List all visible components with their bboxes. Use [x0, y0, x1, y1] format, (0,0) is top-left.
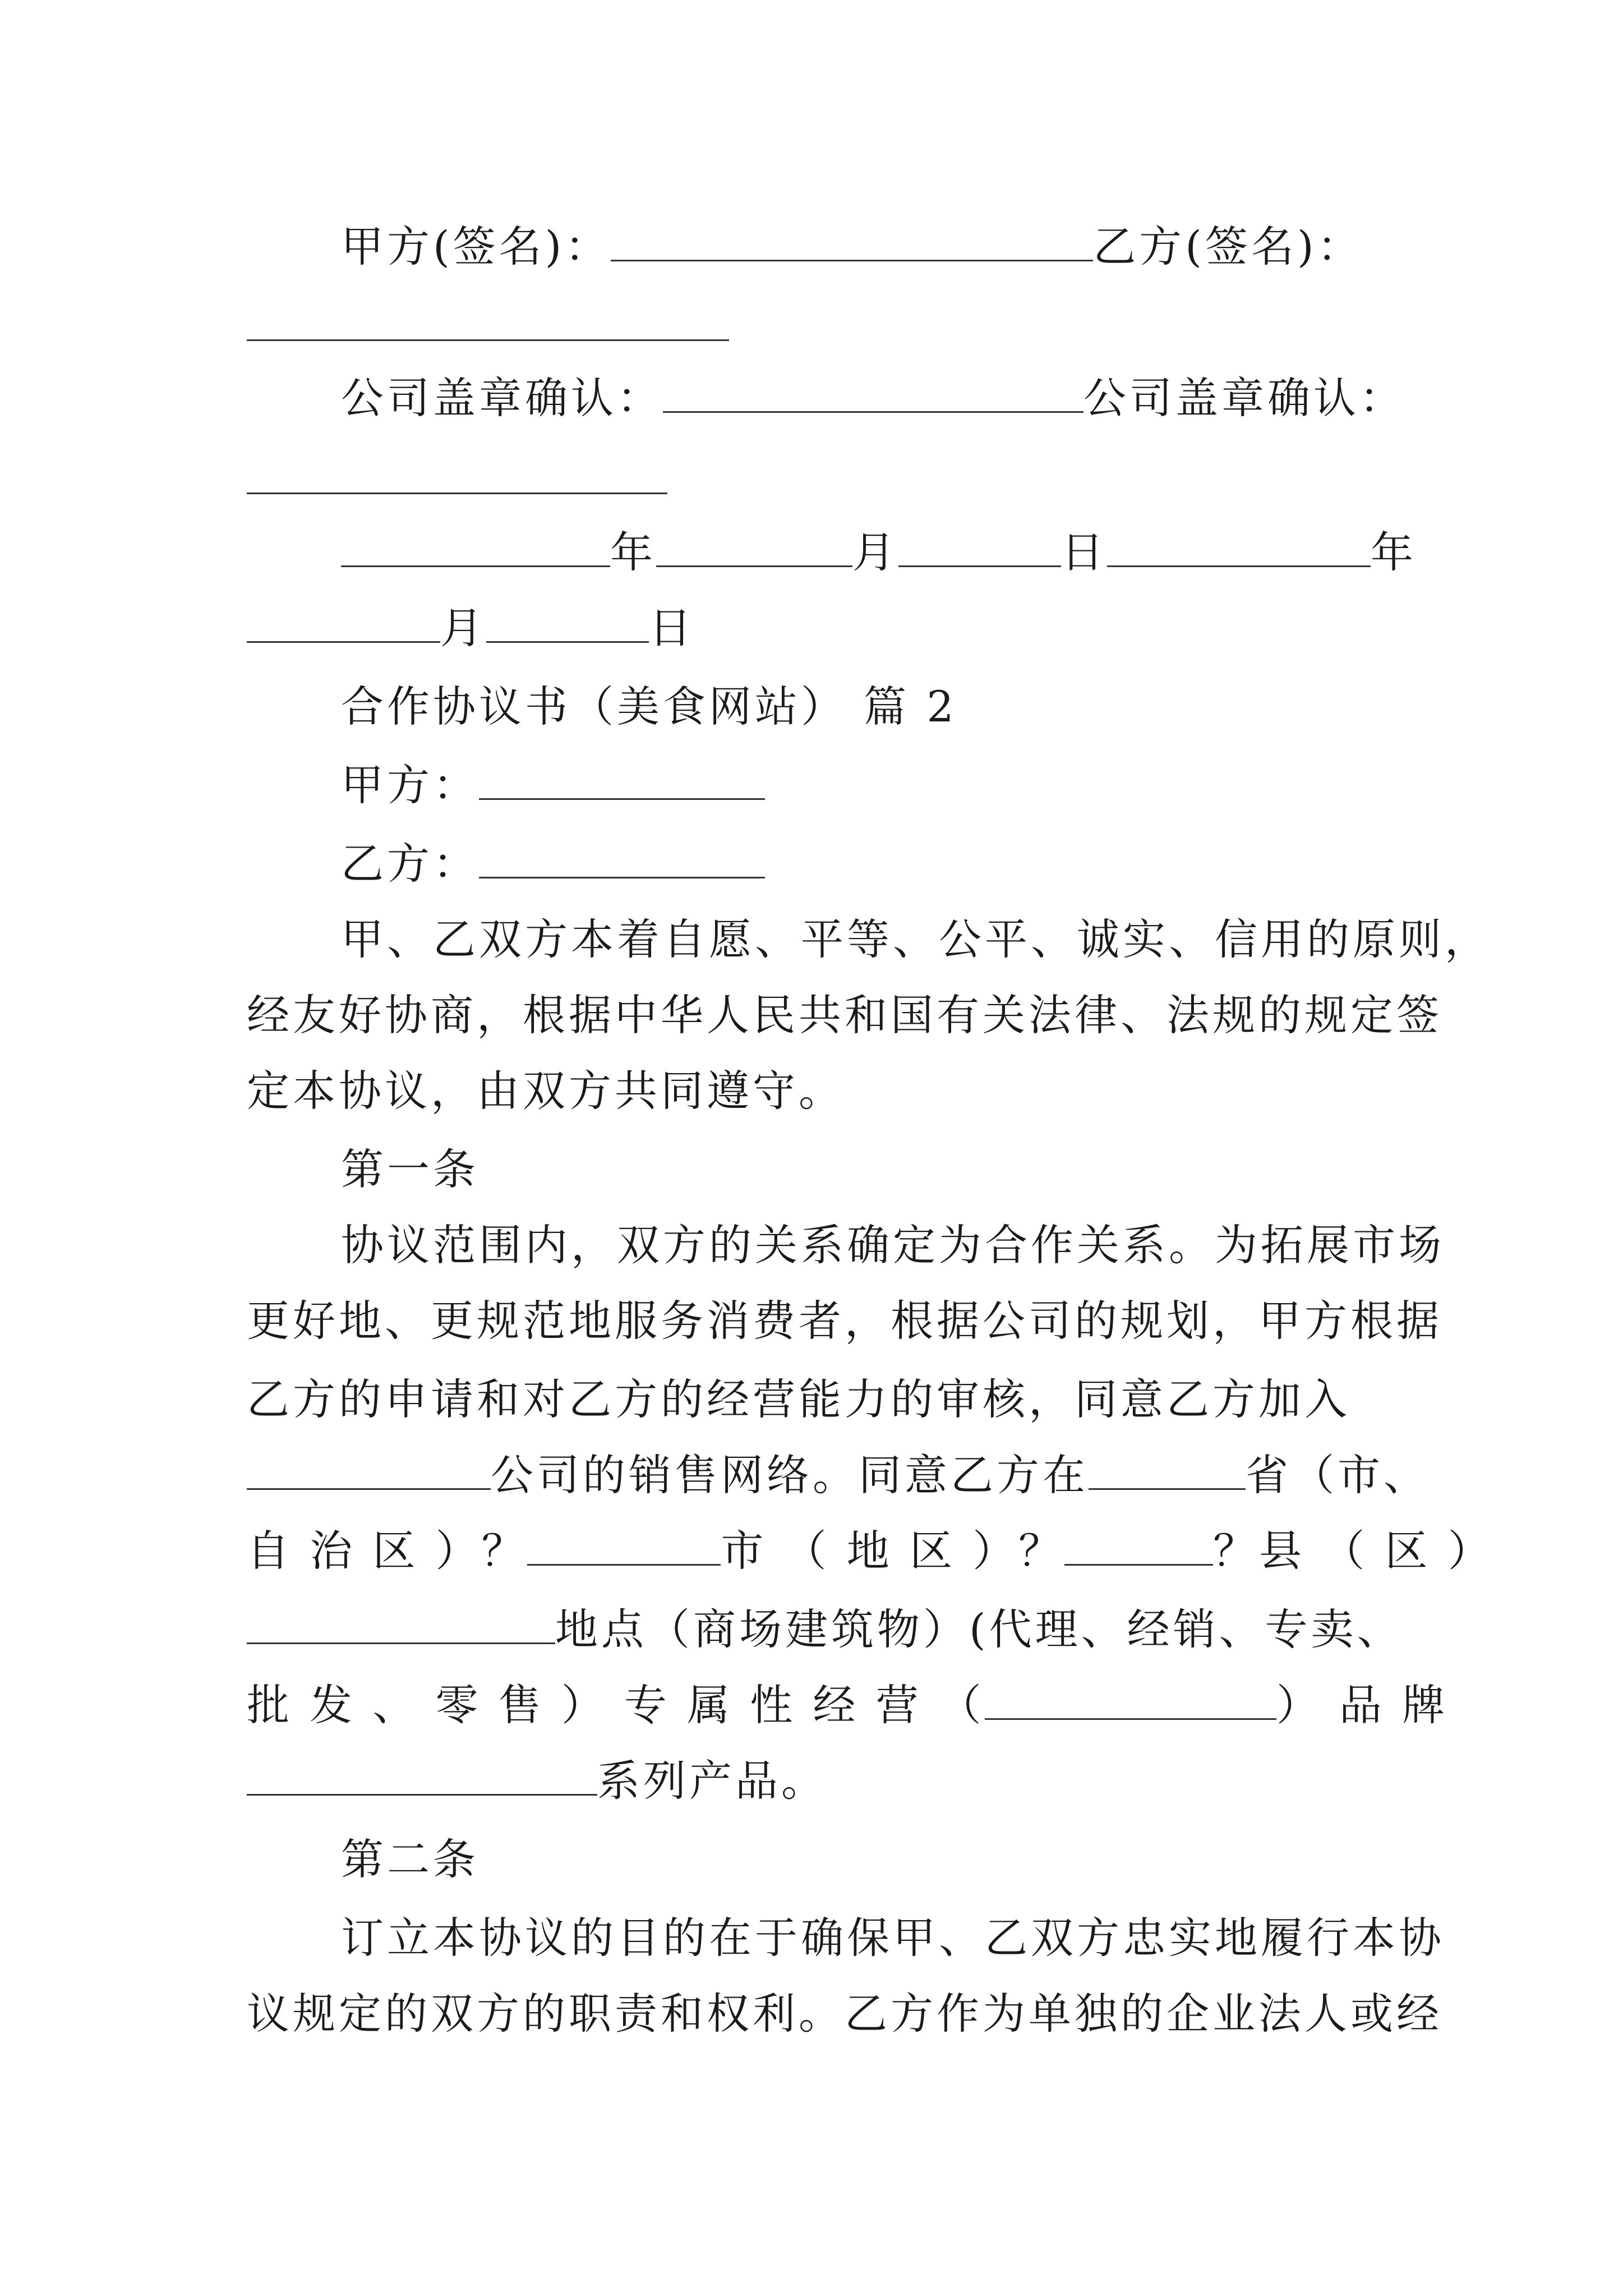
- article-1-line: 协议范围内，双方的关系确定为合作关系。为拓展市场: [341, 1220, 1445, 1270]
- article-1-text: 省（市、: [1246, 1450, 1430, 1500]
- county-blank[interactable]: [1064, 1525, 1213, 1566]
- article-1-text: ） 品 牌: [1276, 1680, 1449, 1730]
- article-1-heading: 第一条: [341, 1144, 479, 1194]
- article-1-line: [247, 1444, 1430, 1506]
- day-b-blank[interactable]: [486, 602, 649, 643]
- party-b-blank[interactable]: [479, 838, 765, 878]
- article-1-line: [247, 1520, 1494, 1582]
- party-b-row: [341, 833, 1391, 895]
- party-a-label: 甲方：: [341, 760, 479, 810]
- year-a-blank[interactable]: [341, 526, 610, 567]
- article-2-heading: 第二条: [341, 1834, 479, 1884]
- seal-row: [341, 367, 1405, 429]
- year-b-blank[interactable]: [1107, 526, 1371, 567]
- party-a-sign-label: 甲方(签名)：: [341, 222, 611, 272]
- article-2-line: 订立本协议的目的在于确保甲、乙双方忠实地履行本协: [341, 1913, 1445, 1963]
- article-1-line: 更好地、更规范地服务消费者，根据公司的规划，甲方根据: [247, 1296, 1442, 1346]
- party-a-blank[interactable]: [479, 759, 765, 800]
- section-title: 合作协议书（美食网站） 篇 2: [341, 682, 957, 731]
- party-b-label: 乙方：: [341, 839, 479, 889]
- day-a-label: 日: [1061, 527, 1107, 577]
- month-a-label: 月: [852, 527, 898, 577]
- article-1-text: 自 治 区 ）？: [247, 1526, 528, 1576]
- month-b-blank[interactable]: [247, 602, 440, 643]
- city-blank[interactable]: [527, 1525, 721, 1566]
- article-1-text: 市 （ 地 区 ）？: [721, 1526, 1065, 1576]
- day-b-label: 日: [649, 603, 695, 653]
- article-1-text: 批 发 、 零 售 ） 专 属 性 经 营 （: [247, 1680, 985, 1730]
- article-1-text: 公司的销售网络。同意乙方在: [491, 1450, 1089, 1500]
- article-1-line: 乙方的申请和对乙方的经营能力的审核，同意乙方加入: [247, 1374, 1350, 1424]
- brand-blank[interactable]: [985, 1679, 1276, 1720]
- preamble-line: 经友好协商，根据中华人民共和国有关法律、法规的规定签: [247, 990, 1442, 1040]
- party-b-sign-blank[interactable]: [247, 339, 729, 341]
- company-seal-b-label: 公司盖章确认：: [1083, 373, 1405, 423]
- company-seal-a-blank[interactable]: [663, 372, 1083, 413]
- article-1-text: ？县 （ 区 ）: [1213, 1526, 1494, 1576]
- article-2-line: 议规定的双方的职责和权利。乙方作为单独的企业法人或经: [247, 1989, 1442, 2039]
- month-b-label: 月: [440, 603, 486, 653]
- year-a-label: 年: [610, 527, 656, 577]
- month-a-blank[interactable]: [656, 526, 852, 567]
- party-a-sign-blank[interactable]: [611, 220, 1093, 261]
- company-seal-a-label: 公司盖章确认：: [341, 373, 663, 423]
- party-a-row: [341, 754, 1391, 816]
- preamble-line: 定本协议，由双方共同遵守。: [247, 1066, 845, 1116]
- location-blank[interactable]: [247, 1603, 555, 1644]
- article-1-line: [247, 1674, 1449, 1736]
- product-series-blank[interactable]: [247, 1755, 597, 1796]
- date-row-2: [247, 597, 1391, 659]
- day-a-blank[interactable]: [898, 526, 1061, 567]
- year-b-label: 年: [1371, 527, 1417, 577]
- article-1-text: 地点（商场建筑物）(代理、经销、专卖、: [555, 1604, 1403, 1654]
- company-name-blank[interactable]: [247, 1449, 491, 1490]
- party-b-sign-label: 乙方(签名)：: [1093, 222, 1363, 272]
- article-1-text: 系列产品。: [597, 1756, 827, 1806]
- date-row: [341, 522, 1417, 583]
- company-seal-b-blank[interactable]: [247, 493, 667, 494]
- article-1-line: [247, 1599, 1403, 1660]
- preamble-line: 甲、乙双方本着自愿、平等、公平、诚实、信用的原则，: [341, 914, 1491, 964]
- signature-row: [341, 216, 1391, 278]
- article-1-line: [247, 1750, 1391, 1812]
- province-blank[interactable]: [1089, 1449, 1246, 1490]
